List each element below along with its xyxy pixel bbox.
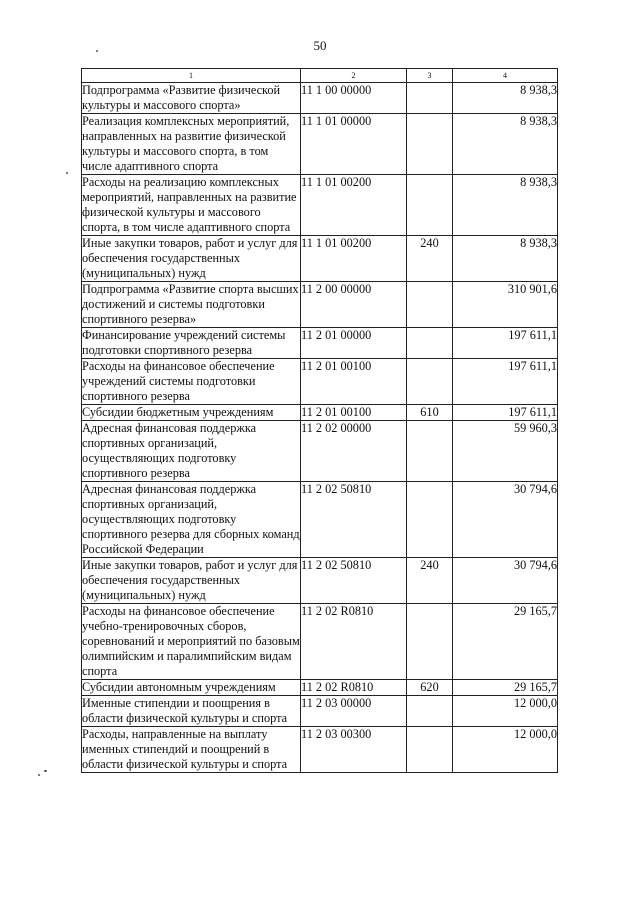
row-name: Иные закупки товаров, работ и услуг для обеспечения государственных (муниципальных) нужд [82,558,301,604]
row-code: 11 2 00 00000 [301,282,407,328]
row-name: Реализация комплексных мероприятий, направленных на развитие физической культуры и массового спорта, в том числе адаптивного спорта [82,114,301,175]
row-code: 11 2 01 00000 [301,328,407,359]
row-vr [407,282,453,328]
row-code: 11 2 01 00100 [301,359,407,405]
column-header-vr: 3 [407,69,453,83]
row-code: 11 2 02 50810 [301,482,407,558]
row-amount: 8 938,3 [453,236,558,282]
table-row [82,405,558,421]
budget-table [81,68,558,773]
table-row [82,680,558,696]
scan-speck [38,774,40,776]
table-row [82,175,558,236]
row-name: Подпрограмма «Развитие физической культуры и массового спорта» [82,83,301,114]
row-amount: 310 901,6 [453,282,558,328]
row-amount: 29 165,7 [453,604,558,680]
column-header-name: 1 [82,69,301,83]
row-name: Расходы на финансовое обеспечение учебно-тренировочных сборов, соревнований и мероприятий по базовым олимпийским и паралимпийским видам спорта [82,604,300,678]
row-code: 11 2 03 00300 [301,727,407,773]
row-code: 11 2 02 R0810 [301,604,407,680]
row-name: Субсидии автономным учреждениям [82,680,301,696]
row-vr: 240 [407,236,453,282]
row-vr [407,604,453,680]
row-vr [407,328,453,359]
row-vr: 610 [407,405,453,421]
table-header-row [82,69,558,83]
row-name: Расходы, направленные на выплату именных стипендий и поощрений в области физической культуры и спорта [82,727,301,773]
row-amount: 12 000,0 [453,727,558,773]
row-name: Расходы на реализацию комплексных мероприятий, направленных на развитие физической культуры и массового спорта, в том числе адаптивного спорта [82,175,301,236]
row-code: 11 1 01 00000 [301,114,407,175]
row-name: Субсидии бюджетным учреждениям [82,405,301,421]
column-header-code: 2 [301,69,407,83]
table-row [82,727,558,773]
row-amount: 29 165,7 [453,680,558,696]
row-amount: 12 000,0 [453,696,558,727]
row-code: 11 2 01 00100 [301,405,407,421]
row-vr [407,83,453,114]
row-code: 11 1 01 00200 [301,175,407,236]
row-vr: 240 [407,558,453,604]
table-row [82,83,558,114]
scan-speck [66,172,68,174]
row-code: 11 1 00 00000 [301,83,407,114]
row-vr: 620 [407,680,453,696]
row-name: Подпрограмма «Развитие спорта высших достижений и системы подготовки спортивного резерва» [82,282,299,326]
table-row [82,696,558,727]
page-number: 50 [313,38,327,53]
row-amount: 197 611,1 [453,328,558,359]
table-row [82,421,558,482]
row-amount: 8 938,3 [453,175,558,236]
row-name: Адресная финансовая поддержка спортивных организаций, осуществляющих подготовку спортивного резерва для сборных команд Российской Федерации [82,482,300,556]
row-amount: 197 611,1 [453,405,558,421]
row-amount: 30 794,6 [453,482,558,558]
row-vr [407,359,453,405]
row-amount: 59 960,3 [453,421,558,482]
row-code: 11 2 02 00000 [301,421,407,482]
row-code: 11 1 01 00200 [301,236,407,282]
column-header-amount: 4 [453,69,558,83]
row-vr [407,114,453,175]
row-amount: 197 611,1 [453,359,558,405]
table-row [82,359,558,405]
row-vr [407,175,453,236]
row-amount: 8 938,3 [453,114,558,175]
row-vr [407,482,453,558]
table-row [82,482,558,558]
table-row [82,328,558,359]
table-row [82,114,558,175]
scan-speck [44,770,47,772]
row-amount: 8 938,3 [453,83,558,114]
row-name: Именные стипендии и поощрения в области физической культуры и спорта [82,696,301,727]
row-code: 11 2 02 R0810 [301,680,407,696]
row-name: Расходы на финансовое обеспечение учреждений системы подготовки спортивного резерва [82,359,301,405]
row-name: Финансирование учреждений системы подготовки спортивного резерва [82,328,301,359]
table-row [82,236,558,282]
scan-speck [96,50,98,52]
table-row [82,604,558,680]
row-amount: 30 794,6 [453,558,558,604]
row-vr [407,696,453,727]
row-code: 11 2 02 50810 [301,558,407,604]
table-row [82,558,558,604]
table-row [82,282,558,328]
row-vr [407,421,453,482]
row-name: Иные закупки товаров, работ и услуг для обеспечения государственных (муниципальных) нужд [82,236,301,282]
row-code: 11 2 03 00000 [301,696,407,727]
row-name: Адресная финансовая поддержка спортивных организаций, осуществляющих подготовку спортивного резерва [82,421,301,482]
row-vr [407,727,453,773]
